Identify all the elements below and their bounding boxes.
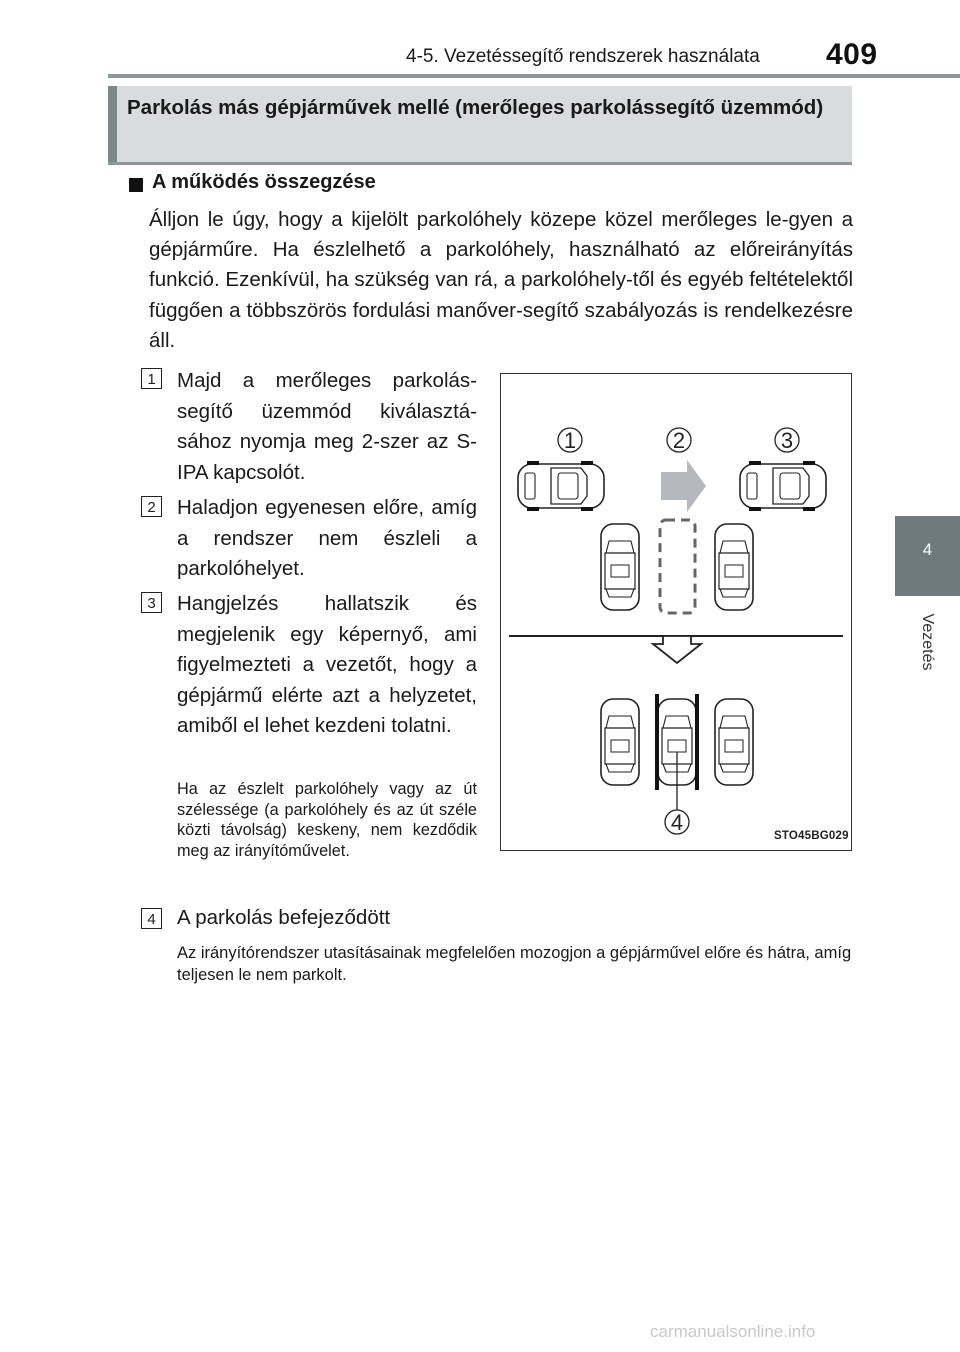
header-rule	[108, 74, 960, 78]
parked-car-right	[715, 524, 753, 610]
chapter-tab[interactable]	[895, 516, 960, 596]
space-line-left	[655, 694, 659, 790]
parked-car-left	[601, 524, 639, 610]
page-number: 409	[826, 38, 878, 71]
chapter-label	[897, 600, 957, 684]
arrow-down-icon	[653, 636, 701, 663]
figure-code: STO45BG029	[774, 830, 849, 842]
arrow-right-icon	[661, 460, 706, 512]
car-moving-step-3	[740, 461, 826, 511]
detected-parking-space	[660, 520, 695, 613]
square-bullet-icon	[129, 178, 143, 192]
svg-text:4: 4	[147, 911, 156, 928]
chapter-number: 4	[922, 540, 933, 559]
space-line-right	[695, 694, 699, 790]
figure-label-3: 3	[780, 428, 794, 453]
step-3-number-icon	[141, 592, 162, 613]
svg-text:2: 2	[147, 499, 156, 516]
parking-diagram	[500, 373, 852, 851]
step-4-number-icon	[141, 908, 162, 929]
car-moving-step-1	[518, 461, 604, 511]
svg-text:1: 1	[147, 371, 156, 388]
step-1-number-icon	[141, 368, 162, 389]
step-4-note: Az irányítórendszer utasításainak megfelelően mozogjon a gépjárművel előre és hátra, amíg teljesen le nem parkolt.	[177, 944, 852, 984]
parked-car-left-final	[601, 699, 639, 785]
subsection-heading: A működés összegzése	[152, 171, 376, 193]
watermark	[650, 1322, 815, 1342]
step-2-number-icon	[141, 496, 162, 517]
chapter-label-text: Vezetés	[919, 613, 936, 671]
running-header-title: 4-5. Vezetéssegítő rendszerek használata	[406, 46, 760, 67]
intro-paragraph: Álljon le úgy, hogy a kijelölt parkolóhely közepe közel merőleges le-gyen a gépjárműre. Ha észlelhető a parkolóhely, használható az előreirányítás funkció. Ezenkívül, ha szükség van rá, a parkolóhely-től és egyéb feltételektől függően a többszörös fordulási manőver-segítő szabályozás is rendelkezésre áll.	[149, 208, 853, 352]
step-1-text: Majd a merőleges parkolás-segítő üzemmód kiválasztá-sához nyomja meg 2-szer az S-IPA kapcsolót.	[177, 369, 477, 484]
figure-label-4: 4	[670, 810, 684, 835]
section-title-box	[108, 86, 852, 165]
section-accent-bar	[108, 86, 117, 162]
svg-text:3: 3	[147, 595, 156, 612]
step-3-note: Ha az észlelt parkolóhely vagy az út szélessége (a parkolóhely és az út széle közti távolság) keskeny, nem kezdődik meg az irányítóművelet.	[177, 780, 477, 860]
figure-label-2: 2	[672, 428, 686, 453]
parked-car-right-final	[715, 699, 753, 785]
step-2-text: Haladjon egyenesen előre, amíg a rendszer nem észleli a parkolóhelyet.	[177, 496, 477, 580]
figure-label-1: 1	[563, 428, 577, 453]
section-title: Parkolás más gépjárművek mellé (merőleges parkolássegítő üzemmód)	[127, 96, 824, 119]
step-3-text: Hangjelzés hallatszik és megjelenik egy képernyő, ami figyelmezteti a vezetőt, hogy a gépjármű elérte azt a helyzetet, amiből el lehet kezdeni tolatni.	[177, 592, 477, 737]
step-4-text: A parkolás befejeződött	[177, 906, 391, 929]
parking-diagram-illustration	[501, 374, 851, 850]
watermark-link[interactable]: carmanualsonline.info	[650, 1322, 816, 1341]
